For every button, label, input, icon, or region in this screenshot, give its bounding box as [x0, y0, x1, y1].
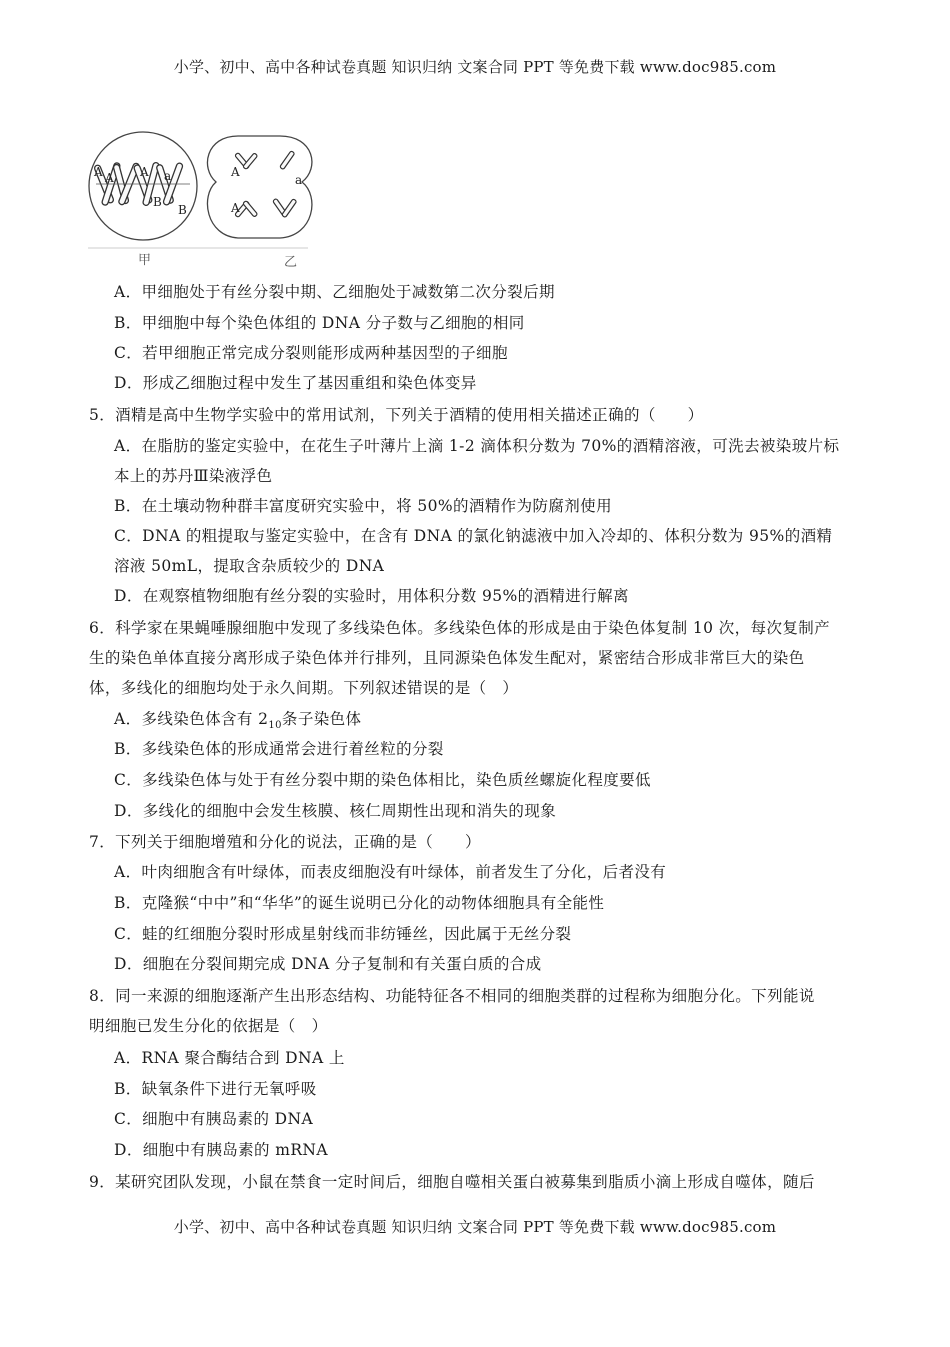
- question-line: 体，多线化的细胞均处于永久间期。下列叙述错误的是（ ）: [89, 679, 519, 697]
- option-line: [114, 708, 361, 737]
- option-line: B．克隆猴“中中”和“华华”的诞生说明已分化的动物体细胞具有全能性: [114, 894, 605, 912]
- cell-yi: [207, 136, 311, 238]
- option-line: B．缺氧条件下进行无氧呼吸: [114, 1080, 317, 1098]
- gene-label: B: [153, 195, 162, 209]
- cell-jia: [88, 132, 308, 248]
- question-line: 9．某研究团队发现，小鼠在禁食一定时间后，细胞自噬相关蛋白被募集到脂质小滴上形成自噬体，随后: [89, 1173, 815, 1191]
- option-line-continued: 溶液 50mL，提取含杂质较少的 DNA: [114, 557, 385, 575]
- option-line: A．甲细胞处于有丝分裂中期、乙细胞处于减数第二次分裂后期: [114, 283, 555, 301]
- gene-label: B: [178, 203, 187, 217]
- subscript-exponent: 10: [268, 720, 282, 732]
- cell-division-figure: [88, 128, 328, 270]
- option-line: D．多线化的细胞中会发生核膜、核仁周期性出现和消失的现象: [114, 802, 557, 820]
- option-line: C．多线染色体与处于有丝分裂中期的染色体相比，染色质丝螺旋化程度要低: [114, 771, 651, 789]
- option-line: C．细胞中有胰岛素的 DNA: [114, 1110, 314, 1128]
- gene-label: a: [295, 173, 303, 187]
- option-line: A．叶肉细胞含有叶绿体，而表皮细胞没有叶绿体，前者发生了分化，后者没有: [114, 863, 667, 881]
- question-line: 明细胞已发生分化的依据是（ ）: [89, 1017, 328, 1035]
- gene-label: A: [140, 165, 149, 179]
- option-text: A．多线染色体含有 2: [114, 710, 269, 728]
- option-line: B．在土壤动物种群丰富度研究实验中，将 50%的酒精作为防腐剂使用: [114, 497, 612, 515]
- cell-diagram-svg: [88, 128, 328, 270]
- option-line: B．多线染色体的形成通常会进行着丝粒的分裂: [114, 740, 444, 758]
- page-header: 小学、初中、高中各种试卷真题 知识归纳 文案合同 PPT 等免费下载 www.doc985.com: [173, 58, 777, 76]
- gene-label: A: [231, 201, 240, 215]
- gene-label: A: [94, 165, 103, 179]
- gene-label: a: [164, 169, 172, 183]
- option-line-continued: 本上的苏丹Ⅲ染液浮色: [114, 467, 273, 485]
- figure-label-yi: 乙: [284, 255, 298, 270]
- option-line: D．细胞在分裂间期完成 DNA 分子复制和有关蛋白质的合成: [114, 955, 542, 973]
- option-line: D．形成乙细胞过程中发生了基因重组和染色体变异: [114, 374, 477, 392]
- question-line: 6．科学家在果蝇唾腺细胞中发现了多线染色体。多线染色体的形成是由于染色体复制 10 次，每次复制产: [89, 619, 831, 637]
- option-text-tail: 条子染色体: [281, 710, 362, 728]
- option-line: D．在观察植物细胞有丝分裂的实验时，用体积分数 95%的酒精进行解离: [114, 587, 629, 605]
- gene-label: A: [231, 165, 240, 179]
- option-line: C．蛙的红细胞分裂时形成星射线而非纺锤丝，因此属于无丝分裂: [114, 925, 572, 943]
- page-footer: 小学、初中、高中各种试卷真题 知识归纳 文案合同 PPT 等免费下载 www.doc985.com: [173, 1218, 777, 1236]
- question-line: 8．同一来源的细胞逐渐产生出形态结构、功能特征各不相同的细胞类群的过程称为细胞分化。下列能说: [89, 987, 815, 1005]
- figure-label-jia: 甲: [138, 253, 152, 268]
- option-line: A．在脂肪的鉴定实验中，在花生子叶薄片上滴 1-2 滴体积分数为 70%的酒精溶液，可洗去被染玻片标: [114, 437, 840, 455]
- gene-label: A: [105, 171, 114, 185]
- option-line: A．RNA 聚合酶结合到 DNA 上: [114, 1049, 345, 1067]
- option-line: D．细胞中有胰岛素的 mRNA: [114, 1141, 328, 1159]
- question-line: 7．下列关于细胞增殖和分化的说法，正确的是（ ）: [89, 833, 481, 851]
- option-line: B．甲细胞中每个染色体组的 DNA 分子数与乙细胞的相同: [114, 314, 525, 332]
- question-line: 5．酒精是高中生物学实验中的常用试剂，下列关于酒精的使用相关描述正确的（ ）: [89, 406, 704, 424]
- question-line: 生的染色单体直接分离形成子染色体并行排列，且同源染色体发生配对，紧密结合形成非常巨大的染色: [89, 649, 805, 667]
- option-line: C．DNA 的粗提取与鉴定实验中，在含有 DNA 的氯化钠滤液中加入冷却的、体积分数为 95%的酒精: [114, 527, 833, 545]
- option-line: C．若甲细胞正常完成分裂则能形成两种基因型的子细胞: [114, 344, 508, 362]
